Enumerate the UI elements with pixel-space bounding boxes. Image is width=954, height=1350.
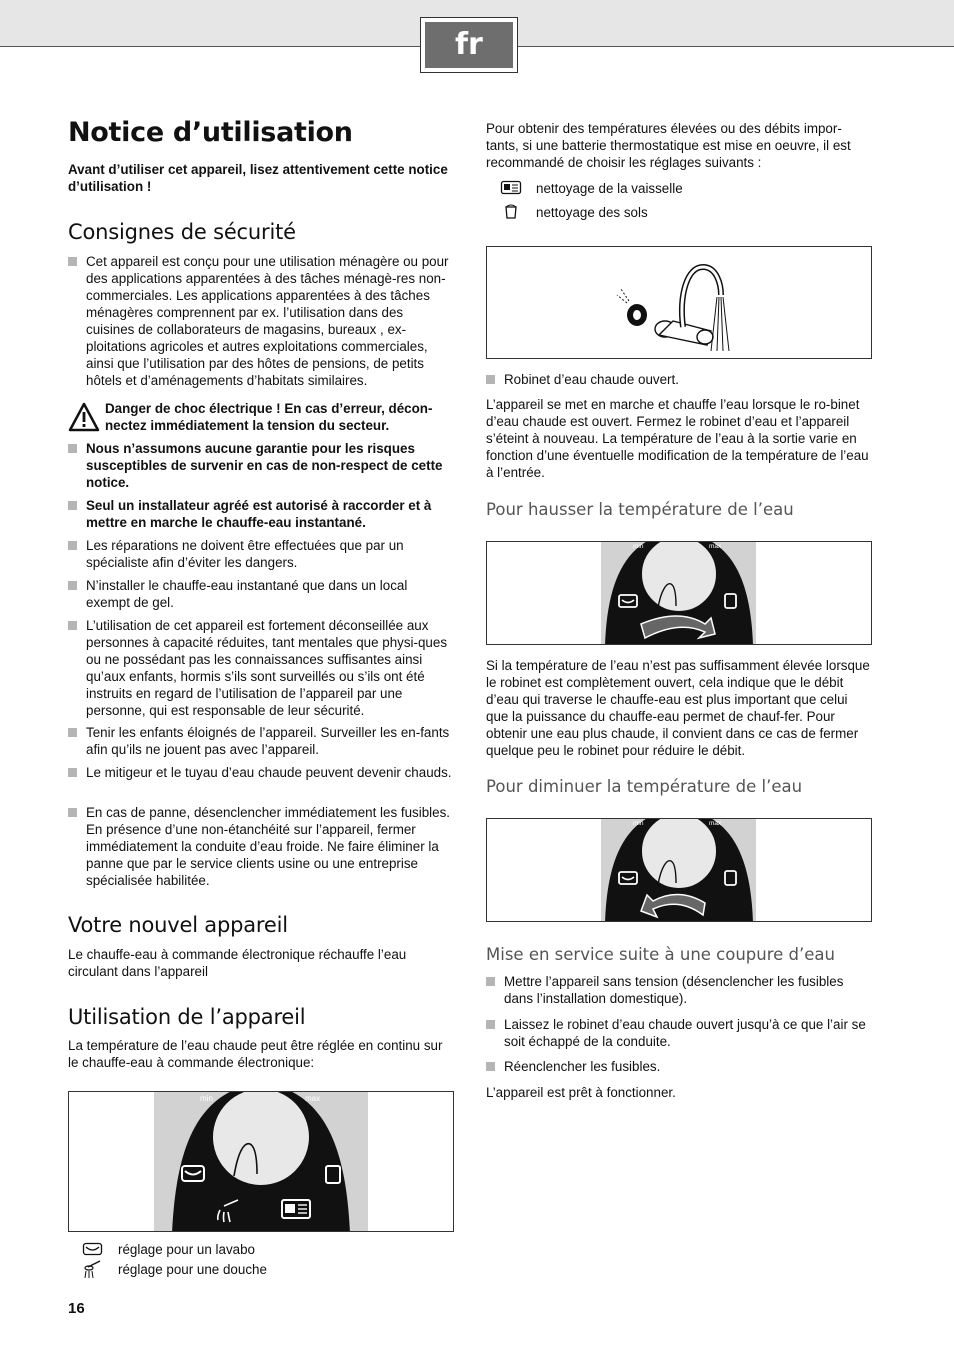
warning-triangle-icon (68, 402, 100, 432)
warning-text: Danger de choc électrique ! En cas d’erreur, décon-nectez immédiatement la tension du secteur. (105, 401, 433, 433)
dial-lower-graphic (601, 819, 756, 922)
faucet-illustration (607, 255, 747, 355)
dial-panel-graphic (154, 1092, 368, 1232)
usage-heading: Utilisation de l’appareil (68, 1005, 306, 1029)
page-number: 16 (68, 1300, 85, 1317)
safety-item-2: Nous n’assumons aucune garantie pour les risques susceptibles de survenir en cas de non-respect de cette notice. (68, 440, 454, 491)
restart-heading: Mise en service suite à une coupure d’eau (486, 945, 835, 964)
basin-icon (82, 1242, 104, 1256)
tap-caption: Robinet d’eau chaude ouvert. (486, 371, 872, 388)
tap-text: L’appareil se met en marche et chauffe l’eau lorsque le ro-binet d’eau chaude est ouvert. Fermez le robinet d’eau et l’appareil s’éteint à nouveau. La température de l’eau à la sortie varie en fonction d’une éventuelle modification de la température de l’eau à l’entrée. (486, 397, 869, 480)
dial-figure-lower (486, 818, 872, 922)
language-label: fr (425, 22, 513, 68)
restart-item-3: Réenclencher les fusibles. (486, 1058, 872, 1075)
dial-max-label: max (305, 1094, 321, 1103)
language-tab (420, 17, 518, 73)
safety-item-7: Tenir les enfants éloignés de l’appareil. Surveiller les en-fants afin qu’ils ne jouent pas avec l’appareil. (68, 724, 454, 758)
safety-item-4: Les réparations ne doivent être effectuées que par un spécialiste afin d’éviter les dangers. (68, 537, 454, 571)
shower-icon (82, 1258, 104, 1280)
raise-temp-heading: Pour hausser la température de l’eau (486, 500, 794, 519)
restart-item-2: Laissez le robinet d’eau chaude ouvert jusqu’à ce que l’air se soit échappé de la conduite. (486, 1016, 872, 1050)
dishes-icon (500, 180, 522, 195)
lower-min-label: min (633, 820, 644, 827)
safety-item-6: L’utilisation de cet appareil est fortement déconseillée aux personnes à capacité réduites, tant mentales que physi-ques ou ne possédant pas les connaissances suffisantes ainsi qu’aux enfants, hormis s’ils sont surveillés ou s’ils ont été instruits en regard de l’utilisation de l’appareil par une personne, qui est responsable de leur sécurité. (68, 617, 454, 719)
lower-temp-heading: Pour diminuer la température de l’eau (486, 777, 803, 796)
dial-figure-raise (486, 541, 872, 645)
dial-figure-main (68, 1091, 454, 1232)
raise-temp-text: Si la température de l’eau n’est pas suffisamment élevée lorsque le robinet est complètement ouvert, cela indique que le débit d’eau qui traverse le chauffe-eau est plus important que celui que la puissance du chauffe-eau permet de chauf-fer. Pour obtenir une eau plus chaude, il convient dans ce cas de fermer quelque peu le robinet pour réduire le débit. (486, 658, 870, 758)
usage-text: La température de l’eau chaude peut être réglée en continu sur le chauffe-eau à commande électronique: (68, 1038, 443, 1070)
ready-text: L’appareil est prêt à fonctionner. (486, 1085, 676, 1100)
new-device-heading: Votre nouvel appareil (68, 913, 288, 937)
lower-max-label: max (709, 820, 722, 827)
page-title: Notice d’utilisation (68, 117, 353, 148)
new-device-text: Le chauffe-eau à commande électronique réchauffe l’eau circulant dans l’appareil (68, 947, 407, 979)
intro-text: Avant d’utiliser cet appareil, lisez attentivement cette notice d’utilisation ! (68, 162, 448, 194)
safety-item-3: Seul un installateur agréé est autorisé à raccorder et à mettre en marche le chauffe-eau instantané. (68, 497, 454, 531)
high-temp-text: Pour obtenir des températures élevées ou des débits impor-tants, si une batterie thermostatique est mise en oeuvre, il est recommandé de choisir les réglages suivants : (486, 121, 851, 170)
safety-heading: Consignes de sécurité (68, 220, 296, 244)
restart-item-1: Mettre l’appareil sans tension (désenclencher les fusibles dans l’installation domestique). (486, 973, 872, 1007)
safety-item-5: N’installer le chauffe-eau instantané que dans un local exempt de gel. (68, 577, 454, 611)
raise-min-label: min (633, 543, 644, 550)
safety-item-9: En cas de panne, désenclencher immédiatement les fusibles. En présence d’une non-étanchéité sur l’appareil, fermer immédiatement la conduite d’eau froide. Ne faire éliminer la panne que par le service clients usine ou une entreprise spécialisée habilitée. (68, 804, 454, 889)
raise-max-label: max (709, 543, 722, 550)
bucket-icon (503, 204, 519, 220)
dial-min-label: min (200, 1094, 213, 1103)
dial-raise-graphic (601, 542, 756, 645)
safety-item-1: Cet appareil est conçu pour une utilisation ménagère ou pour des applications apparentées à des tâches ménagè-res non-commerciales. Les applications apparentées à des tâches ménagères comprennent par ex. l’utilisation dans des cuisines de collaborateurs de magasins, bureaux , ex-ploitations agricoles et autres exploitations commerciales, ainsi que l’utilisation par des hôtes de pensions, de petits hôtels et d’aménagements d’habitats similaires. (68, 253, 454, 389)
safety-item-8: Le mitigeur et le tuyau d’eau chaude peuvent devenir chauds. (68, 764, 454, 781)
tap-figure (486, 246, 872, 359)
